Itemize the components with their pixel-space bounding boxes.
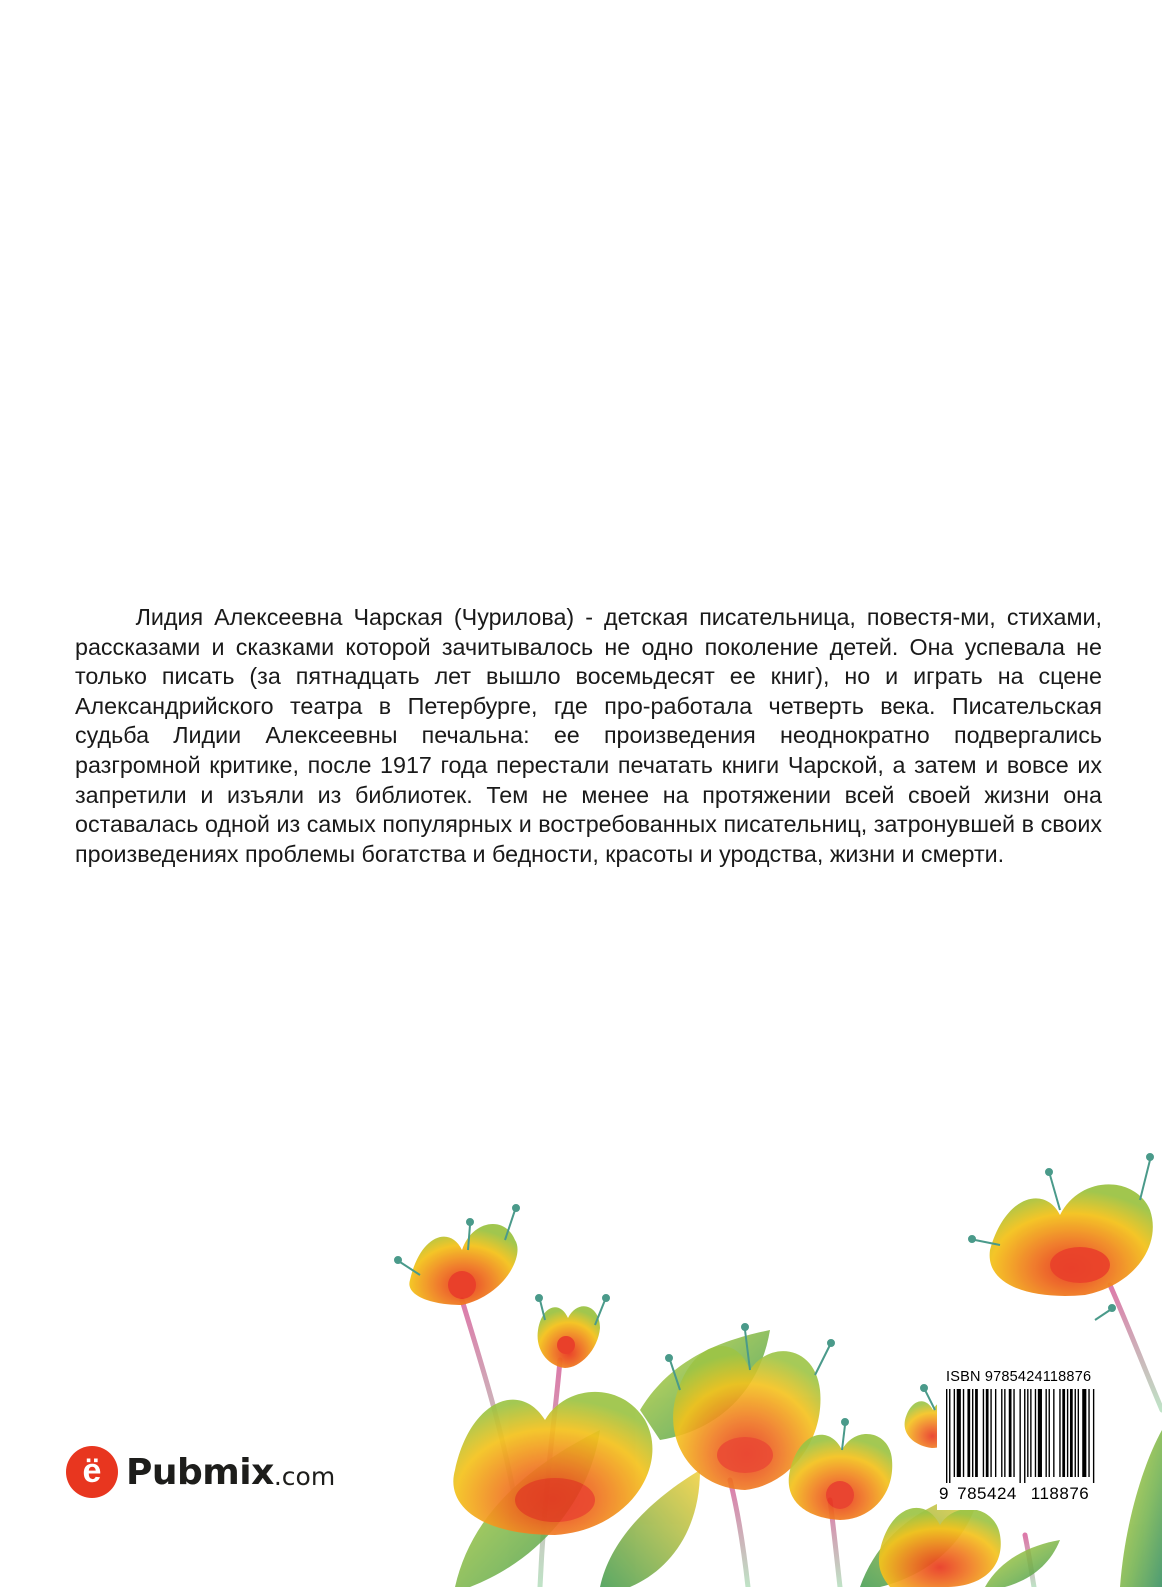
barcode-bar	[1093, 1389, 1094, 1483]
barcode-bar	[1078, 1389, 1079, 1477]
barcode-digit-group-2: 118876	[1030, 1484, 1090, 1503]
barcode-bar	[957, 1389, 961, 1477]
publisher-badge-glyph: ё	[82, 1451, 102, 1490]
barcode-bar	[975, 1389, 978, 1477]
barcode-bar	[946, 1389, 947, 1483]
annotation-text: Лидия Алексеевна Чарская (Чурилова) - детская писательница, повестя-ми, стихами, рассказами и сказками которой зачитывалось не одно поколение детей. Она успевала не только писать (за пятнадцать лет вышло восемьдесят ее книг), но и играть на сцене Александрийского театра в Петербурге, где про-работала четверть века. Писательская судьба Лидии Алексеевны печальна: ее произведения неоднократно подвергались разгромной критике, после 1917 года перестали печатать книги Чарской, а затем и вовсе их запретили и изъяли из библиотек. Тем не менее на протяжении всей своей жизни она оставалась одной из самых популярных и востребованных писательниц, затронувшей в своих произведениях проблемы богатства и бедности, красоты и уродства, жизни и смерти.	[75, 604, 1102, 867]
barcode-bar	[986, 1389, 989, 1477]
barcode-bars-icon	[946, 1389, 1096, 1483]
barcode-bar	[1067, 1389, 1068, 1477]
barcode-digits	[937, 1484, 1103, 1504]
publisher-logo[interactable]	[66, 1446, 335, 1498]
isbn-label: ISBN 9785424118876	[946, 1369, 1092, 1385]
barcode-bar	[1070, 1389, 1073, 1477]
publisher-name: Pubmix	[126, 1451, 274, 1493]
barcode-bar	[1027, 1389, 1028, 1477]
barcode-bar	[1035, 1389, 1036, 1477]
barcode-bar	[1075, 1389, 1076, 1477]
barcode-bar	[1062, 1389, 1065, 1477]
barcode-bar	[995, 1389, 996, 1477]
barcode-bar	[1013, 1389, 1014, 1477]
barcode-bar	[967, 1389, 970, 1477]
barcode-bar	[1053, 1389, 1054, 1477]
barcode-bar	[1049, 1389, 1050, 1477]
barcode-bar	[972, 1389, 973, 1477]
barcode-bar	[963, 1389, 964, 1477]
barcode-bar	[1045, 1389, 1046, 1477]
barcode-bar	[1024, 1389, 1025, 1483]
barcode-bar	[1030, 1389, 1031, 1477]
publisher-domain-suffix: .com	[273, 1461, 336, 1491]
barcode-bar	[949, 1389, 950, 1483]
barcode-digit-first: 9	[939, 1484, 949, 1503]
barcode-bar	[1038, 1389, 1042, 1477]
barcode-digit-group-1: 785424	[957, 1484, 1017, 1503]
barcode-bar	[954, 1389, 955, 1477]
isbn-barcode	[937, 1364, 1103, 1510]
barcode-bar	[990, 1389, 991, 1477]
barcode-bar	[1004, 1389, 1005, 1477]
barcode-bar	[1059, 1389, 1060, 1477]
barcode-bar	[1009, 1389, 1012, 1477]
barcode-bar	[983, 1389, 984, 1477]
barcode-bar	[1088, 1389, 1089, 1477]
barcode-bar	[1019, 1389, 1020, 1483]
barcode-bar	[1082, 1389, 1086, 1477]
barcode-bar	[1001, 1389, 1002, 1477]
publisher-badge-icon	[66, 1446, 118, 1498]
